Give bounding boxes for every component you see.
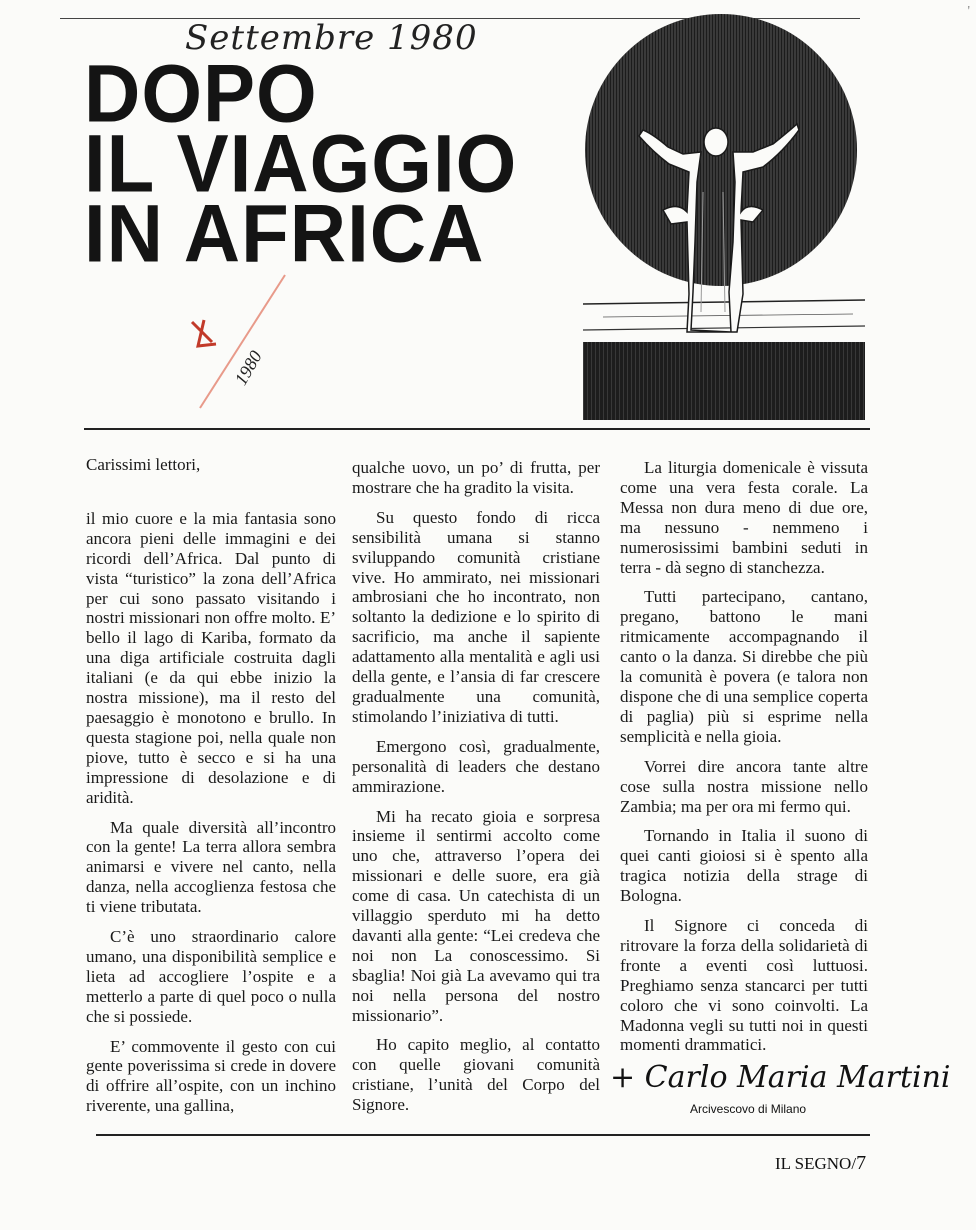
paragraph: Mi ha recato gioia e sorpresa insieme il sentirmi accolto come uno che, attraverso l’opera dei missionari e delle suore, era già come di casa. Un catechista di un villaggio sperduto mi ha detto davanti alla gente: “Lei credeva che noi non La conoscessimo. Si sbaglia! Noi già La avevamo qui tra noi nella persona del nostro missionario”. [352,806,600,1025]
paragraph: Tornando in Italia il suono di quei canti gioiosi si è spento alla tragica notizia della strage di Bologna. [620,826,868,906]
paragraph: E’ commovente il gesto con cui gente poverissima si crede in dovere di offrire all’ospite, con un inchino riverente, una gallina, [86,1036,336,1116]
footer-rule [96,1134,870,1136]
headline-line-2: IL VIAGGIO [84,116,518,210]
paragraph: Tutti partecipano, cantano, pregano, battono le mani ritmicamente accompagnando il canto o la danza. Si direbbe che più la comunità è povera (e talora non dispone che di una semplice coperta di paglia) più si esprime nella semplicità e nella gioia. [620,587,868,746]
annotation-year: 1980 [230,347,266,389]
headline [84,46,518,280]
paragraph: il mio cuore e la mia fantasia sono ancora pieni delle immagini e dei ricordi dell’Africa. Dal punto di vista “turistico” la zona dell’Africa per cui sono passato visitando i nostri missionari non offre molto. E’ bello il lago di Kariba, formato da una diga artificiale costruita dagli italiani (e da qui ebbe inizio la nostra missione), ma il resto del paesaggio è monotono e brullo. In questa stagione poi, nella quale non piove, tutto è secco e si ha una impressione di desolazione e di aridità. [86,508,336,807]
magazine-name: IL SEGNO [775,1154,852,1173]
corner-mark: ' [967,4,970,19]
article-column-3 [620,458,868,1065]
greeting: Carissimi lettori, [86,455,201,474]
paragraph: Vorrei dire ancora tante altre cose sulla nostra missione nello Zambia; ma per ora mi fermo qui. [620,756,868,816]
paragraph: Il Signore ci conceda di ritrovare la forza della solidarietà di fronte a eventi così luttuosi. Preghiamo senza stancarci per tutti coloro che vi sono coinvolti. La Madonna vegli su tutti noi in questi momenti drammatici. [620,916,868,1055]
handwritten-annotation [190,270,290,420]
page-number: 7 [856,1152,867,1174]
paragraph: C’è uno straordinario calore umano, una disponibilità semplice e lieta ad accogliere l’ospite e a metterlo a parte di quel poco o nulla che si possiede. [86,927,336,1026]
signature-title: Arcivescovo di Milano [690,1102,807,1116]
headline-line-1: DOPO [84,46,318,140]
paragraph: La liturgia domenicale è vissuta come una vera festa corale. La Messa non dura meno di due ore, ma nessuno - nemmeno i numerosissimi bambini seduti in terra - dà segno di stanchezza. [620,458,868,577]
signature: + Carlo Maria Martini [610,1060,951,1095]
paragraph: Emergono così, gradualmente, personalità di leaders che destano ammirazione. [352,736,600,796]
handwritten-date: Settembre 1980 [185,18,478,58]
page-footer: IL SEGNO/7 [775,1152,867,1174]
missionary-illustration [583,12,865,420]
article-column-1 [86,455,336,1126]
article-column-2 [352,458,600,1125]
header-rule [84,428,870,430]
paragraph: Ma quale diversità all’incontro con la gente! La terra allora sembra animarsi e vivere nel canto, nella danza, nella accoglienza festosa che ti viene tributata. [86,817,336,917]
paragraph: Ho capito meglio, al contatto con quelle giovani comunità cristiane, l’unità del Corpo del Signore. [352,1035,600,1115]
headline-line-3: IN AFRICA [84,186,485,280]
paragraph: Su questo fondo di ricca sensibilità umana si stanno sviluppando comunità cristiane vive. Ho ammirato, nei missionari ambrosiani che ho incontrato, non soltanto la dedizione e lo spirito di sacrificio, ma anche il sapiente adattamento alla mentalità e agli usi della gente, e l’ansia di far crescere gradualmente una comunità, stimolando l’iniziativa di tutti. [352,507,600,726]
paragraph: qualche uovo, un po’ di frutta, per mostrare che ha gradito la visita. [352,458,600,497]
